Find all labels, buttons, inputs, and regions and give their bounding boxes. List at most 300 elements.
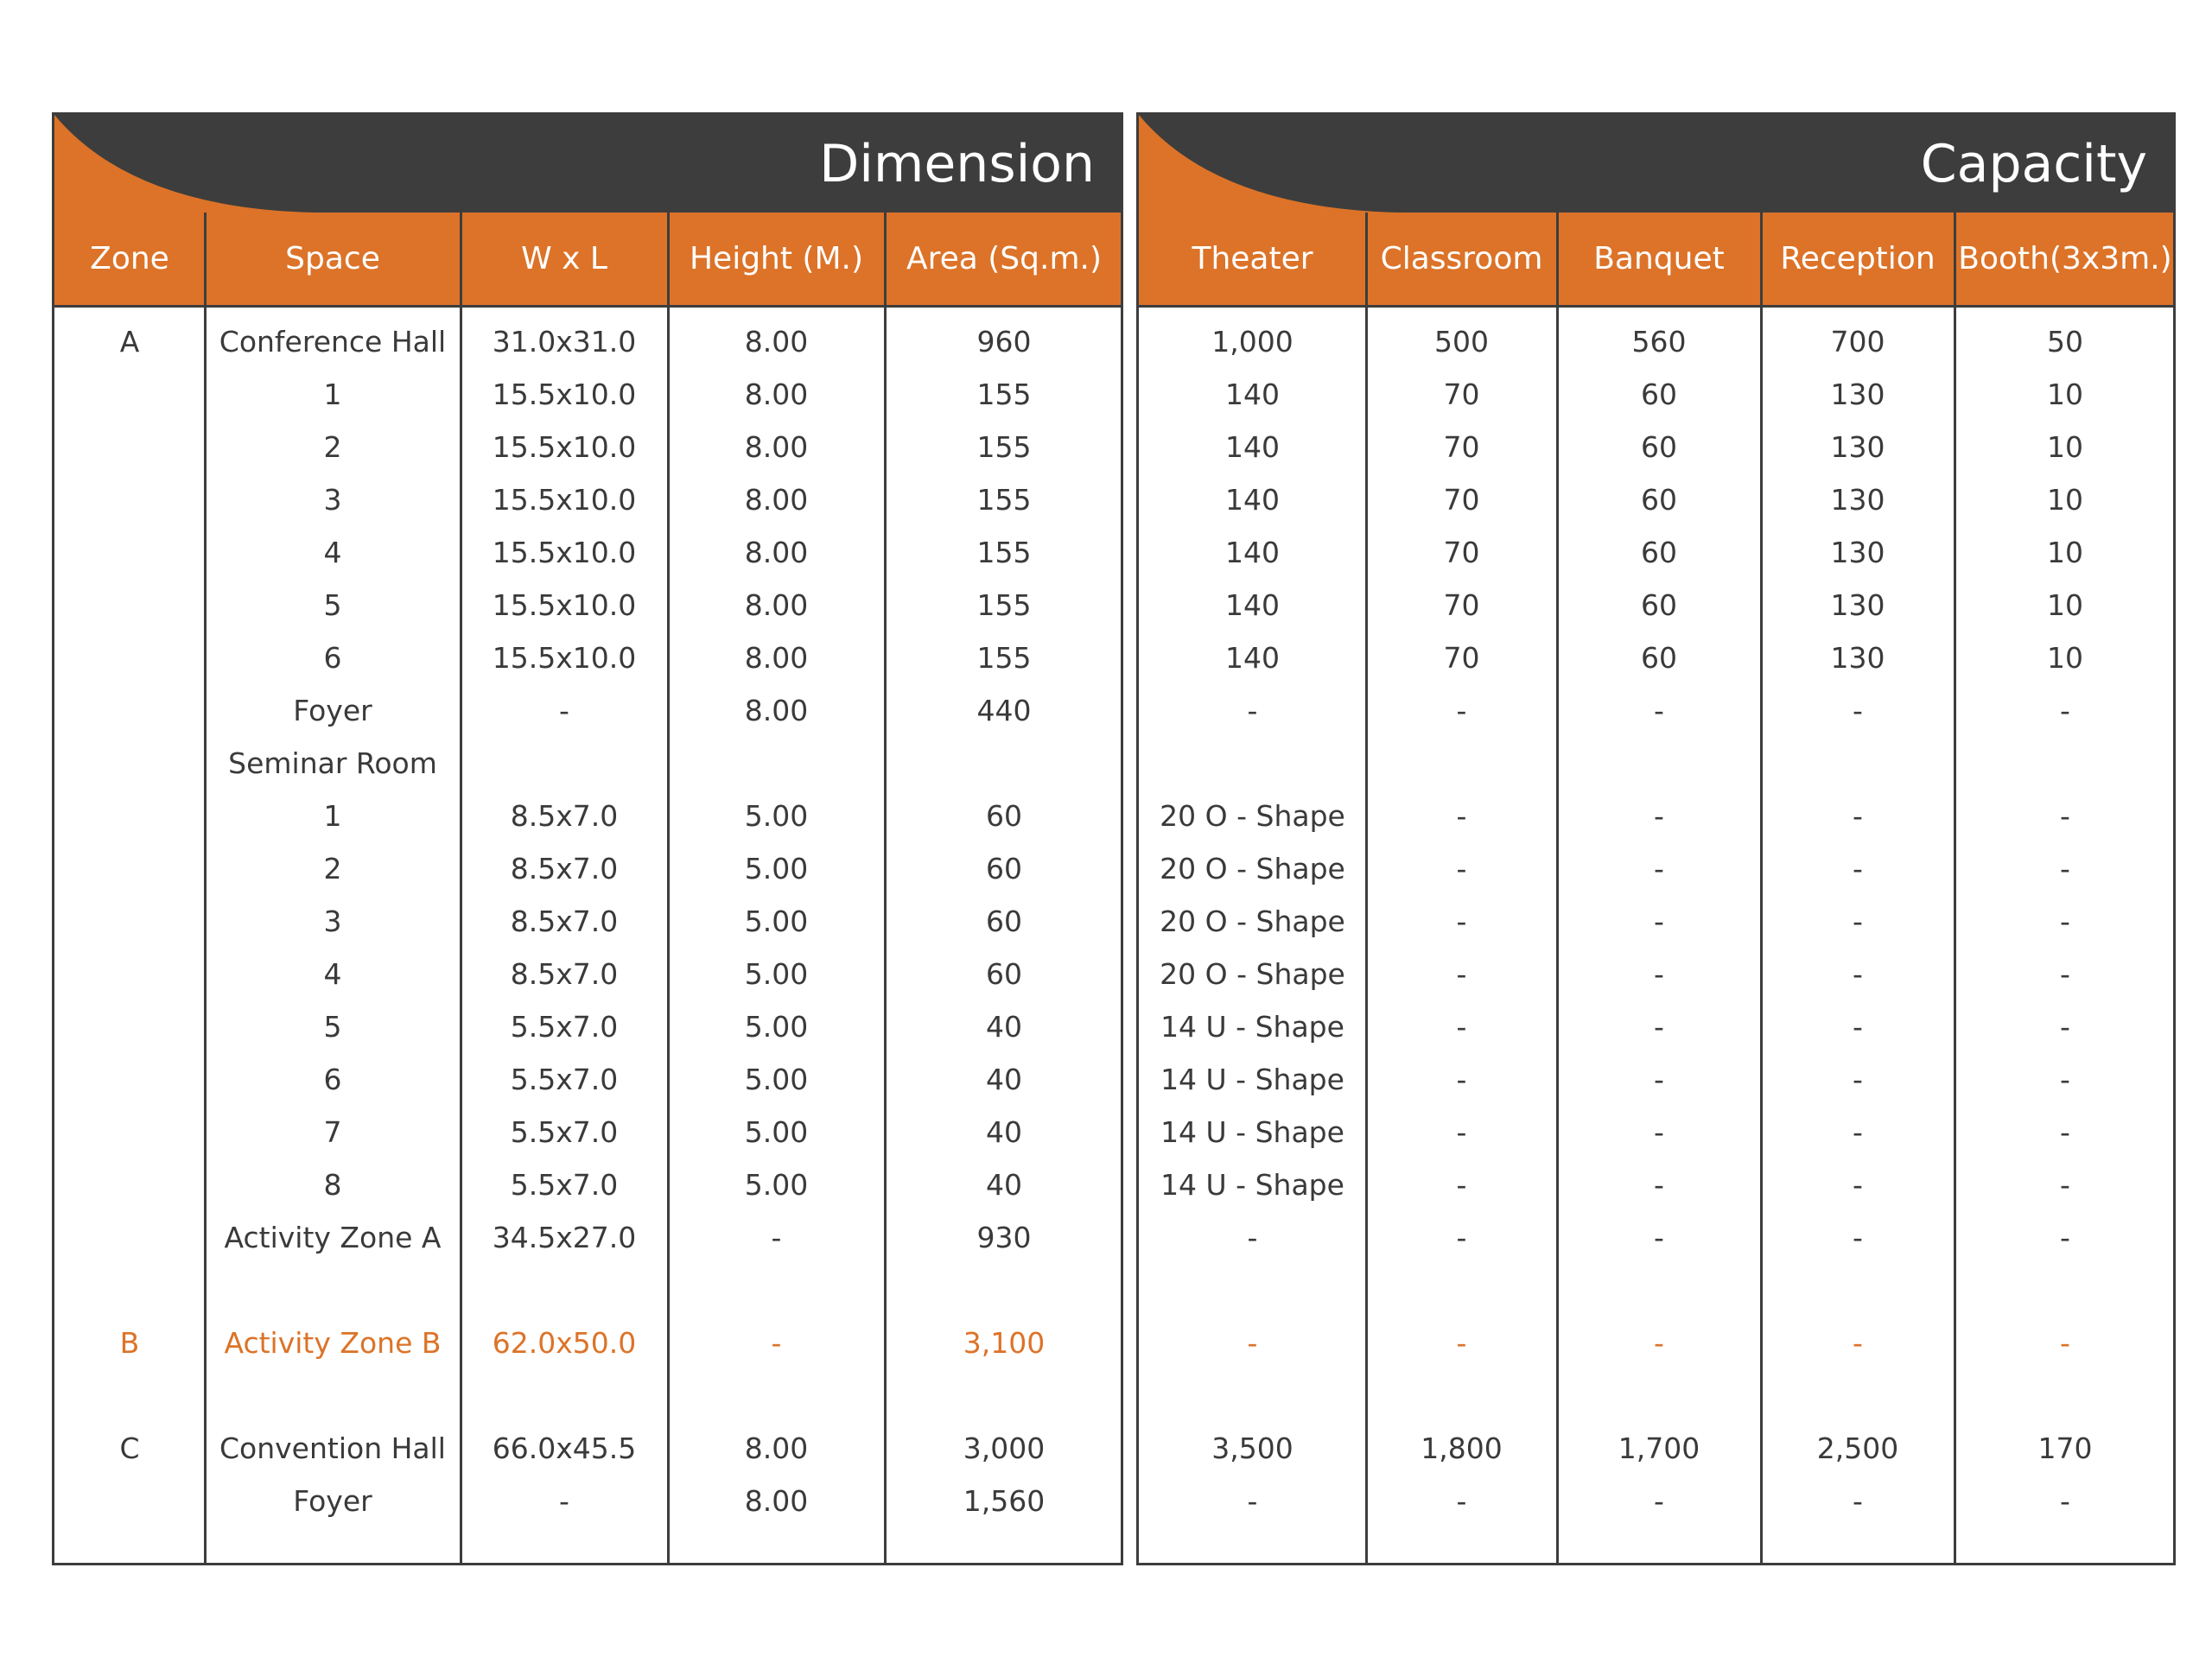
cell-height (668, 737, 885, 790)
cell-zone (54, 1106, 205, 1158)
table-row (1139, 1106, 2173, 1158)
cell-reception: - (1853, 1010, 1863, 1044)
cell-booth: 10 (2047, 588, 2083, 622)
cell-height: - (771, 1221, 782, 1254)
cell-classroom (1366, 1369, 1557, 1422)
cell-theater: 1,000 (1211, 325, 1294, 359)
cell-wxl: 34.5x27.0 (492, 1221, 637, 1254)
cell-theater (1139, 1369, 1366, 1422)
table-row (54, 1422, 1121, 1475)
cell-theater: 140 (1225, 641, 1280, 675)
cap-column-divider (1760, 213, 1763, 1563)
cell-zone: C (119, 1431, 140, 1465)
table-row (54, 1053, 1121, 1106)
cell-theater: 140 (1225, 378, 1280, 411)
header-booth: Booth(3x3m.) (1958, 241, 2172, 276)
cell-area: 60 (986, 799, 1022, 833)
capacity-table (1136, 112, 2176, 1565)
cell-reception: - (1853, 1115, 1863, 1149)
cell-wxl: 5.5x7.0 (510, 1168, 619, 1202)
cell-wxl: 5.5x7.0 (510, 1063, 619, 1096)
cell-zone (54, 421, 205, 473)
cell-zone (54, 1053, 205, 1106)
cell-wxl: - (559, 694, 569, 727)
header-theater: Theater (1192, 241, 1313, 276)
table-row (1139, 1264, 2173, 1317)
cell-classroom: - (1456, 852, 1467, 885)
cell-height: 8.00 (744, 536, 809, 569)
table-row (1139, 526, 2173, 579)
cell-zone (54, 1000, 205, 1053)
cell-classroom: 70 (1443, 430, 1480, 464)
cell-wxl: 8.5x7.0 (510, 957, 619, 991)
cell-height: 8.00 (744, 641, 809, 675)
cell-booth (1955, 737, 2176, 790)
cell-area: 60 (986, 904, 1022, 938)
cell-theater: - (1247, 1326, 1258, 1360)
cell-height: 5.00 (744, 957, 809, 991)
cell-banquet: - (1654, 1063, 1664, 1096)
cell-banquet: - (1654, 694, 1664, 727)
cell-booth: - (2060, 1326, 2070, 1360)
cell-booth: - (2060, 852, 2070, 885)
header-classroom: Classroom (1380, 241, 1543, 276)
table-row (54, 473, 1121, 526)
cell-banquet: - (1654, 1115, 1664, 1149)
cell-banquet: 60 (1641, 483, 1677, 517)
cell-theater: 3,500 (1211, 1431, 1294, 1465)
cell-height (668, 1369, 885, 1422)
cell-zone (54, 368, 205, 421)
header-wxl: W x L (521, 241, 607, 276)
cell-area: 60 (986, 957, 1022, 991)
cell-wxl: 8.5x7.0 (510, 799, 619, 833)
cell-area (885, 1264, 1123, 1317)
cell-wxl (461, 1369, 668, 1422)
table-row (54, 1000, 1121, 1053)
cell-space: 4 (323, 536, 342, 569)
cell-theater: 14 U - Shape (1160, 1010, 1344, 1044)
cell-theater (1139, 1264, 1366, 1317)
table-row (1139, 368, 2173, 421)
cell-classroom (1366, 737, 1557, 790)
cell-space: 6 (323, 641, 342, 675)
cell-reception: - (1853, 904, 1863, 938)
cell-booth: - (2060, 1484, 2070, 1518)
cell-classroom: - (1456, 904, 1467, 938)
table-row (1139, 1053, 2173, 1106)
cell-area: 440 (976, 694, 1032, 727)
cell-wxl: 5.5x7.0 (510, 1115, 619, 1149)
cell-area: 155 (976, 483, 1032, 517)
cell-area: 155 (976, 588, 1032, 622)
cell-banquet: - (1654, 799, 1664, 833)
cell-space: 6 (323, 1063, 342, 1096)
cap-column-divider (1365, 213, 1368, 1563)
table-row (1139, 579, 2173, 632)
cell-theater: 140 (1225, 588, 1280, 622)
cell-zone (54, 1475, 205, 1527)
cell-banquet (1557, 737, 1761, 790)
cell-zone (54, 1369, 205, 1422)
cell-space: Conference Hall (219, 325, 447, 359)
cell-space: Foyer (293, 694, 372, 727)
capacity-title: Capacity (1920, 134, 2147, 194)
cell-height: 8.00 (744, 378, 809, 411)
table-row (54, 526, 1121, 579)
cell-classroom: - (1456, 1326, 1467, 1360)
cell-space (205, 1369, 461, 1422)
cell-area: 3,100 (963, 1326, 1046, 1360)
cell-theater: 20 O - Shape (1160, 852, 1345, 885)
table-row (54, 1264, 1121, 1317)
cell-height: 5.00 (744, 1115, 809, 1149)
dim-column-divider (204, 213, 207, 1563)
cell-height: 5.00 (744, 799, 809, 833)
cell-space: 4 (323, 957, 342, 991)
table-row (1139, 421, 2173, 473)
cell-area: 40 (986, 1010, 1022, 1044)
cell-wxl: 15.5x10.0 (492, 536, 637, 569)
cell-area: 40 (986, 1063, 1022, 1096)
cell-banquet: 1,700 (1618, 1431, 1700, 1465)
cell-banquet: - (1654, 904, 1664, 938)
cell-reception: 130 (1830, 430, 1885, 464)
cell-banquet: 60 (1641, 536, 1677, 569)
cell-reception: - (1853, 1221, 1863, 1254)
cell-booth: - (2060, 957, 2070, 991)
cell-zone (54, 842, 205, 895)
cell-classroom (1366, 1264, 1557, 1317)
cell-zone (54, 473, 205, 526)
cell-booth: - (2060, 1168, 2070, 1202)
cell-height: 8.00 (744, 588, 809, 622)
cell-zone (54, 579, 205, 632)
cell-height: 8.00 (744, 694, 809, 727)
cell-theater (1139, 737, 1366, 790)
table-row (1139, 473, 2173, 526)
cell-reception: 130 (1830, 588, 1885, 622)
cell-wxl: 15.5x10.0 (492, 483, 637, 517)
cell-area: 155 (976, 430, 1032, 464)
cell-booth: - (2060, 1063, 2070, 1096)
cell-height: 5.00 (744, 852, 809, 885)
dimension-title: Dimension (819, 134, 1095, 194)
cell-reception: - (1853, 957, 1863, 991)
cell-booth (1955, 1264, 2176, 1317)
cell-height: 5.00 (744, 1010, 809, 1044)
cell-space (205, 1264, 461, 1317)
cell-area: 155 (976, 536, 1032, 569)
cell-area: 960 (976, 325, 1032, 359)
cell-classroom: - (1456, 1063, 1467, 1096)
cap-column-divider (1954, 213, 1956, 1563)
cell-booth: 10 (2047, 378, 2083, 411)
cell-zone: A (119, 325, 140, 359)
cell-booth: - (2060, 1221, 2070, 1254)
header-height: Height (M.) (689, 241, 864, 276)
cell-reception: - (1853, 1063, 1863, 1096)
cell-area: 1,560 (963, 1484, 1046, 1518)
cell-reception: 130 (1830, 641, 1885, 675)
cell-booth: - (2060, 694, 2070, 727)
table-row (1139, 1000, 2173, 1053)
cell-booth (1955, 1369, 2176, 1422)
table-row (54, 368, 1121, 421)
cell-classroom: 70 (1443, 641, 1480, 675)
cell-theater: 14 U - Shape (1160, 1168, 1344, 1202)
cell-booth: - (2060, 1115, 2070, 1149)
cell-area: 155 (976, 378, 1032, 411)
dim-column-divider (667, 213, 670, 1563)
cell-classroom: - (1456, 1168, 1467, 1202)
cell-classroom: - (1456, 1010, 1467, 1044)
cell-classroom: 70 (1443, 588, 1480, 622)
cell-theater: 20 O - Shape (1160, 904, 1345, 938)
cell-area (885, 1369, 1123, 1422)
cell-banquet: - (1654, 1326, 1664, 1360)
cell-space: 5 (323, 588, 342, 622)
cell-space: 7 (323, 1115, 342, 1149)
table-row (1139, 842, 2173, 895)
dimension-table (52, 112, 1123, 1565)
cell-space: 3 (323, 483, 342, 517)
cell-wxl: 66.0x45.5 (492, 1431, 637, 1465)
cell-theater: 20 O - Shape (1160, 799, 1345, 833)
cell-classroom: 70 (1443, 378, 1480, 411)
cell-booth: - (2060, 1010, 2070, 1044)
cell-classroom: - (1456, 694, 1467, 727)
table-row (1139, 895, 2173, 948)
cell-banquet (1557, 1369, 1761, 1422)
cell-space: 3 (323, 904, 342, 938)
cell-space: 2 (323, 852, 342, 885)
table-row (1139, 315, 2173, 368)
cell-banquet: - (1654, 1010, 1664, 1044)
table-row (1139, 1369, 2173, 1422)
cell-space: Activity Zone B (224, 1326, 442, 1360)
cell-reception: - (1853, 799, 1863, 833)
table-row (1139, 948, 2173, 1000)
cell-booth: 10 (2047, 483, 2083, 517)
cell-booth: 10 (2047, 536, 2083, 569)
cell-wxl: 15.5x10.0 (492, 378, 637, 411)
cell-wxl: 15.5x10.0 (492, 430, 637, 464)
cell-space: Foyer (293, 1484, 372, 1518)
cell-area: 930 (976, 1221, 1032, 1254)
cell-banquet: 560 (1631, 325, 1687, 359)
cell-height: 5.00 (744, 904, 809, 938)
cell-height: - (771, 1326, 782, 1360)
cell-reception: - (1853, 852, 1863, 885)
cell-reception: 2,500 (1816, 1431, 1899, 1465)
cell-zone (54, 1211, 205, 1264)
cell-theater: - (1247, 1484, 1258, 1518)
cell-banquet: 60 (1641, 641, 1677, 675)
header-banquet: Banquet (1593, 241, 1725, 276)
cell-space: 8 (323, 1168, 342, 1202)
cell-area: 40 (986, 1168, 1022, 1202)
header-reception: Reception (1780, 241, 1936, 276)
cell-banquet: 60 (1641, 588, 1677, 622)
cell-zone (54, 895, 205, 948)
table-row (1139, 632, 2173, 684)
header-space: Space (285, 241, 380, 276)
cell-zone (54, 526, 205, 579)
cell-theater: 140 (1225, 430, 1280, 464)
dim-column-divider (884, 213, 887, 1563)
cell-height: 8.00 (744, 1431, 809, 1465)
cell-height: 8.00 (744, 325, 809, 359)
cell-space: 5 (323, 1010, 342, 1044)
table-row (54, 1211, 1121, 1264)
cell-booth: - (2060, 904, 2070, 938)
cell-wxl: 62.0x50.0 (492, 1326, 637, 1360)
cell-classroom: 1,800 (1421, 1431, 1503, 1465)
cell-wxl: 15.5x10.0 (492, 641, 637, 675)
cell-wxl: 8.5x7.0 (510, 852, 619, 885)
cell-zone (54, 632, 205, 684)
cell-reception: - (1853, 694, 1863, 727)
cell-theater: 20 O - Shape (1160, 957, 1345, 991)
cell-space: Activity Zone A (224, 1221, 442, 1254)
cell-area (885, 737, 1123, 790)
cell-booth: 170 (2037, 1431, 2093, 1465)
table-row (54, 1317, 1121, 1369)
cell-reception: - (1853, 1168, 1863, 1202)
cell-area: 40 (986, 1115, 1022, 1149)
table-row (54, 842, 1121, 895)
cell-wxl: 15.5x10.0 (492, 588, 637, 622)
table-row (1139, 1475, 2173, 1527)
cell-reception (1761, 737, 1955, 790)
table-row (54, 1158, 1121, 1211)
cell-theater: - (1247, 1221, 1258, 1254)
cell-wxl: - (559, 1484, 569, 1518)
cell-zone (54, 1264, 205, 1317)
cell-theater: 140 (1225, 483, 1280, 517)
cell-zone (54, 1158, 205, 1211)
table-row (54, 421, 1121, 473)
cell-reception (1761, 1369, 1955, 1422)
table-row (54, 684, 1121, 737)
cell-booth: 10 (2047, 641, 2083, 675)
capacity-swoosh-decoration (1139, 115, 1398, 213)
table-row (1139, 684, 2173, 737)
cell-banquet: - (1654, 852, 1664, 885)
cell-reception: - (1853, 1326, 1863, 1360)
cell-space: 1 (323, 378, 342, 411)
cell-classroom: - (1456, 1221, 1467, 1254)
cell-wxl: 8.5x7.0 (510, 904, 619, 938)
cell-booth: 50 (2047, 325, 2083, 359)
cell-height (668, 1264, 885, 1317)
table-row (54, 895, 1121, 948)
cap-column-divider (1556, 213, 1559, 1563)
cell-zone (54, 737, 205, 790)
cell-height: 5.00 (744, 1063, 809, 1096)
header-zone: Zone (90, 241, 169, 276)
cell-banquet: - (1654, 957, 1664, 991)
cell-space: Convention Hall (219, 1431, 446, 1465)
cell-banquet (1557, 1264, 1761, 1317)
cell-wxl (461, 1264, 668, 1317)
cell-classroom: 500 (1434, 325, 1489, 359)
cell-theater: 14 U - Shape (1160, 1115, 1344, 1149)
cell-area: 155 (976, 641, 1032, 675)
table-row (1139, 1317, 2173, 1369)
cell-area: 3,000 (963, 1431, 1046, 1465)
cell-banquet: 60 (1641, 378, 1677, 411)
table-row (54, 790, 1121, 842)
table-row (54, 737, 1121, 790)
cell-zone: B (119, 1326, 140, 1360)
cell-theater: 140 (1225, 536, 1280, 569)
cell-height: 8.00 (744, 1484, 809, 1518)
table-row (54, 632, 1121, 684)
cell-classroom: 70 (1443, 483, 1480, 517)
cell-wxl: 31.0x31.0 (492, 325, 637, 359)
cell-booth: 10 (2047, 430, 2083, 464)
table-row (1139, 737, 2173, 790)
cell-wxl (461, 737, 668, 790)
cell-reception: - (1853, 1484, 1863, 1518)
cell-height: 5.00 (744, 1168, 809, 1202)
cell-banquet: 60 (1641, 430, 1677, 464)
cell-banquet: - (1654, 1221, 1664, 1254)
cell-theater: 14 U - Shape (1160, 1063, 1344, 1096)
cell-reception: 130 (1830, 483, 1885, 517)
cell-classroom: - (1456, 957, 1467, 991)
cell-height: 8.00 (744, 430, 809, 464)
cell-classroom: 70 (1443, 536, 1480, 569)
cell-classroom: - (1456, 1484, 1467, 1518)
cell-zone (54, 684, 205, 737)
table-row (54, 1475, 1121, 1527)
table-row (54, 579, 1121, 632)
cell-reception (1761, 1264, 1955, 1317)
header-area: Area (Sq.m.) (906, 241, 1103, 276)
table-row (54, 315, 1121, 368)
table-row (54, 1106, 1121, 1158)
cell-banquet: - (1654, 1484, 1664, 1518)
cell-booth: - (2060, 799, 2070, 833)
cell-classroom: - (1456, 1115, 1467, 1149)
table-row (1139, 1158, 2173, 1211)
dim-column-divider (460, 213, 462, 1563)
cell-reception: 700 (1830, 325, 1885, 359)
cell-height: 8.00 (744, 483, 809, 517)
cell-space: 2 (323, 430, 342, 464)
cell-reception: 130 (1830, 378, 1885, 411)
cell-zone (54, 790, 205, 842)
table-row (54, 1369, 1121, 1422)
cell-space: 1 (323, 799, 342, 833)
table-row (1139, 1422, 2173, 1475)
cell-zone (54, 948, 205, 1000)
cell-wxl: 5.5x7.0 (510, 1010, 619, 1044)
cell-classroom: - (1456, 799, 1467, 833)
cell-theater: - (1247, 694, 1258, 727)
table-row (1139, 1211, 2173, 1264)
dimension-swoosh-decoration (54, 115, 314, 213)
cell-area: 60 (986, 852, 1022, 885)
table-row (54, 948, 1121, 1000)
table-row (1139, 790, 2173, 842)
cell-space: Seminar Room (228, 746, 437, 780)
cell-banquet: - (1654, 1168, 1664, 1202)
cell-reception: 130 (1830, 536, 1885, 569)
